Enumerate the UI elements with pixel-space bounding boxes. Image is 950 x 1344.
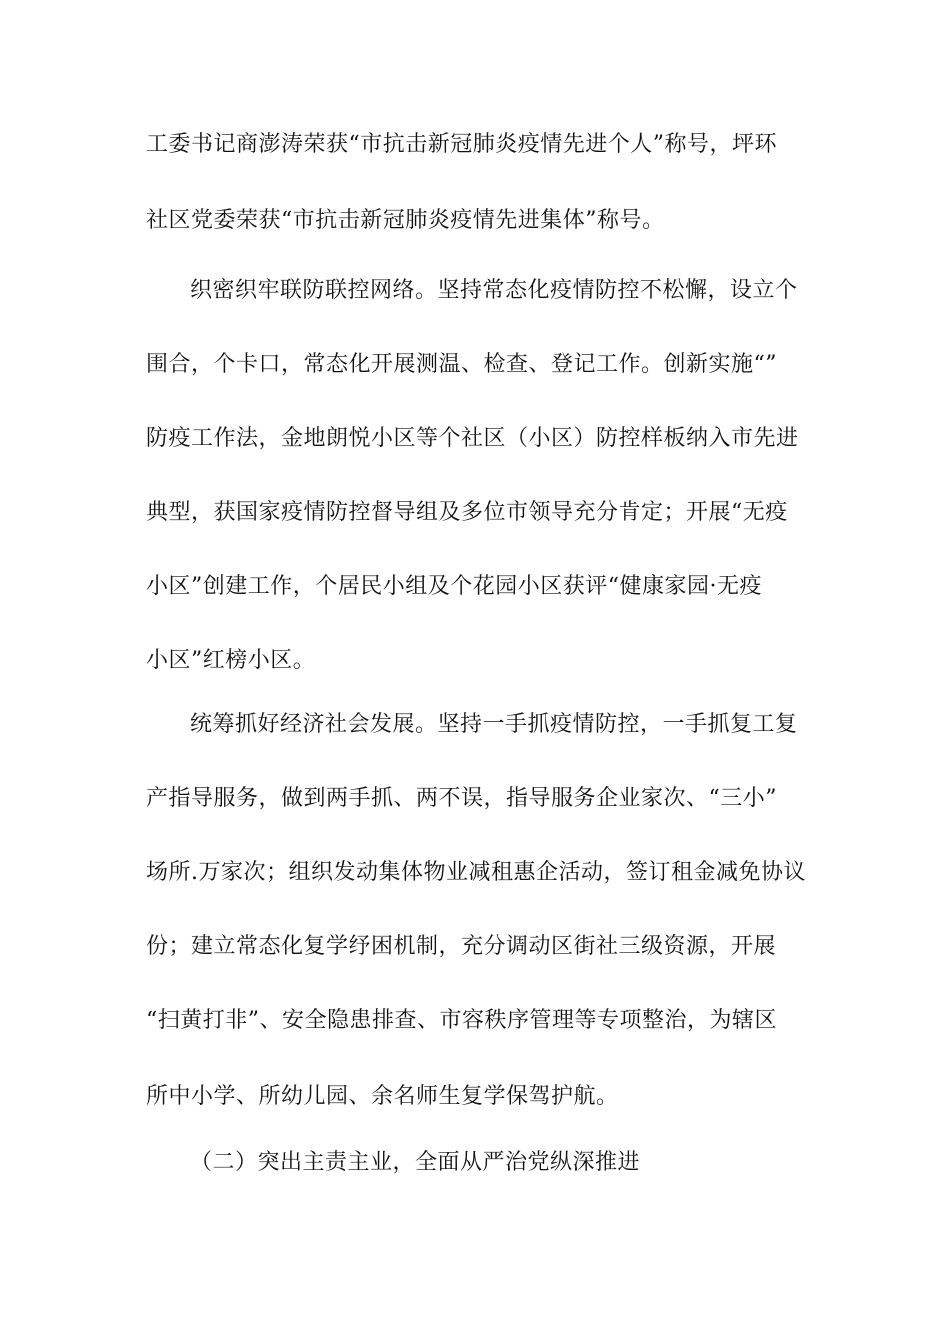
paragraph-line: 社区党委荣获“市抗击新冠肺炎疫情先进集体”称号。 (146, 208, 665, 233)
paragraph-line: “扫黄打非”、安全隐患排查、市容秩序管理等专项整治，为辖区 (146, 1008, 777, 1033)
paragraph-line: 围合，个卡口，常态化开展测温、检查、登记工作。创新实施“” (146, 352, 777, 377)
paragraph-line: 小区”创建工作，个居民小组及个花园小区获评“健康家园·无疫 (146, 574, 762, 599)
paragraph-line: 产指导服务，做到两手抓、两不误，指导服务企业家次、“三小” (146, 786, 777, 811)
paragraph-line: 工委书记商澎涛荣获“市抗击新冠肺炎疫情先进个人”称号，坪环 (146, 132, 777, 157)
paragraph-line: 织密织牢联防联控网络。坚持常态化疫情防控不松懈，设立个 (190, 278, 798, 303)
paragraph-line: 防疫工作法，金地朗悦小区等个社区（小区）防控样板纳入市先进 (146, 426, 799, 451)
paragraph-line: 统筹抓好经济社会发展。坚持一手抓疫情防控，一手抓复工复 (190, 712, 798, 737)
paragraph-line: 场所.万家次；组织发动集体物业减租惠企活动，签订租金减免协议 (146, 860, 806, 885)
paragraph-line: 份；建立常态化复学纾困机制，充分调动区街社三级资源，开展 (146, 934, 777, 959)
paragraph-line: 典型，获国家疫情防控督导组及多位市领导充分肯定；开展“无疫 (146, 500, 788, 525)
section-heading: （二）突出主责主业，全面从严治党纵深推进 (190, 1150, 641, 1175)
paragraph-line: 小区”红榜小区。 (146, 648, 316, 673)
paragraph-line: 所中小学、所幼儿园、余名师生复学保驾护航。 (146, 1084, 619, 1109)
